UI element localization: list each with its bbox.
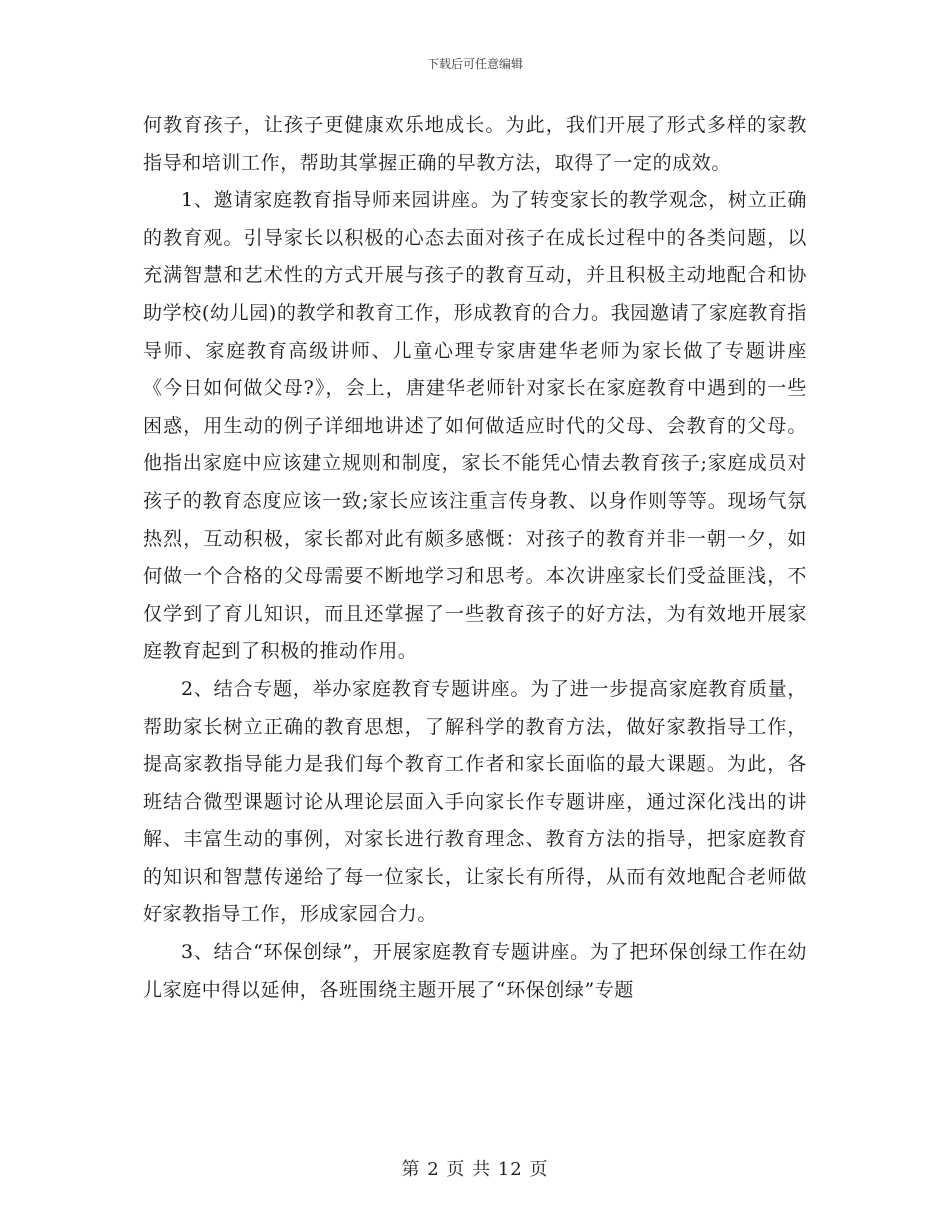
paragraph-item-2: 2、结合专题，举办家庭教育专题讲座。为了进一步提高家庭教育质量，帮助家长树立正确的教育思想，了解科学的教育方法，做好家教指导工作，提高家教指导能力是我们每个教育工作者和家长面临的最大课题。为此，各班结合微型课题讨论从理论层面入手向家长作专题讲座，通过深化浅出的讲解、丰富生动的事例，对家长进行教育理念、教育方法的指导，把家庭教育的知识和智慧传递给了每一位家长，让家长有所得，从而有效地配合老师做好家教指导工作，形成家园合力。: [143, 677, 807, 926]
paragraph-item-1: 1、邀请家庭教育指导师来园讲座。为了转变家长的教学观念，树立正确的教育观。引导家长以积极的心态去面对孩子在成长过程中的各类问题，以充满智慧和艺术性的方式开展与孩子的教育互动，并且积极主动地配合和协助学校(幼儿园)的教学和教育工作，形成教育的合力。我园邀请了家庭教育指导师、家庭教育高级讲师、儿童心理专家唐建华老师为家长做了专题讲座《今日如何做父母?》，会上，唐建华老师针对家长在家庭教育中遇到的一些困惑，用生动的例子详细地讲述了如何做适应时代的父母、会教育的父母。他指出家庭中应该建立规则和制度，家长不能凭心情去教育孩子;家庭成员对孩子的教育态度应该一致;家长应该注重言传身教、以身作则等等。现场气氛热烈，互动积极，家长都对此有颇多感慨：对孩子的教育并非一朝一夕，如何做一个合格的父母需要不断地学习和思考。本次讲座家长们受益匪浅，不仅学到了育儿知识，而且还掌握了一些教育孩子的好方法，为有效地开展家庭教育起到了积极的推动作用。: [143, 189, 807, 663]
page-footer: 第 2 页 共 12 页: [401, 1159, 549, 1180]
paragraph-continuation: 何教育孩子，让孩子更健康欢乐地成长。为此，我们开展了形式多样的家教指导和培训工作，帮助其掌握正确的早教方法，取得了一定的成效。: [143, 114, 807, 174]
document-body: [143, 107, 807, 1009]
page-header: 下载后可任意编辑: [426, 57, 523, 71]
paragraph-item-3: 3、结合“环保创绿”，开展家庭教育专题讲座。为了把环保创绿工作在幼儿家庭中得以延伸，各班围绕主题开展了“环保创绿”专题: [143, 941, 807, 1001]
